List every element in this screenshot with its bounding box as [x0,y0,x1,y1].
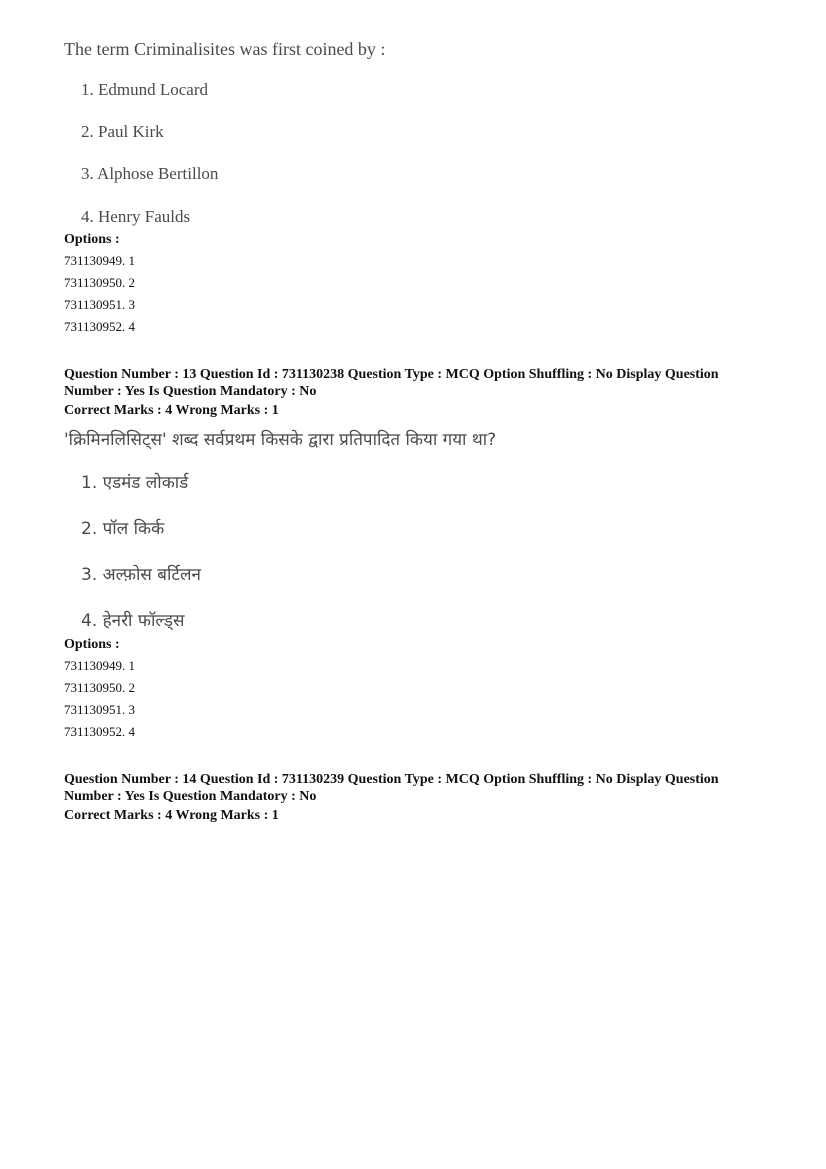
option-id: 731130950. 2 [64,680,136,695]
question-meta-line: Question Number : 13 Question Id : 731130238 Question Type : MCQ Option Shuffling : No Display Question [64,367,719,382]
question-meta-line: Question Number : 14 Question Id : 731130239 Question Type : MCQ Option Shuffling : No Display Question [64,772,719,787]
choice-item: 1. Edmund Locard [81,80,208,99]
choice-item: 1. एडमंड लोकार्ड [81,473,189,493]
question-meta-line: Number : Yes Is Question Mandatory : No [64,789,317,804]
options-label: Options : [64,232,120,247]
option-id: 731130952. 4 [64,724,136,739]
question-meta [64,771,764,805]
marks-line: Correct Marks : 4 Wrong Marks : 1 [64,403,279,418]
option-id: 731130952. 4 [64,319,136,334]
option-id: 731130951. 3 [64,297,136,312]
question-text: 'क्रिमिनलिसिट्स' शब्द सर्वप्रथम किसके द्वारा प्रतिपादित किया गया था? [64,430,497,450]
question-text: The term Criminalisites was first coined by : [64,39,386,59]
option-id: 731130951. 3 [64,702,136,717]
choice-item: 3. Alphose Bertillon [81,164,219,183]
marks-line: Correct Marks : 4 Wrong Marks : 1 [64,808,279,823]
option-id: 731130949. 1 [64,658,136,673]
options-label: Options : [64,637,120,652]
choice-item: 3. अल्फ़ोस बर्टिलन [81,565,201,585]
option-id: 731130949. 1 [64,253,136,268]
question-meta [64,366,764,400]
choice-item: 4. हेनरी फॉल्ड्स [81,611,185,631]
question-meta-line: Number : Yes Is Question Mandatory : No [64,384,317,399]
choice-item: 2. पॉल किर्क [81,519,165,539]
choice-item: 2. Paul Kirk [81,122,164,141]
option-id: 731130950. 2 [64,275,136,290]
choice-item: 4. Henry Faulds [81,207,191,226]
